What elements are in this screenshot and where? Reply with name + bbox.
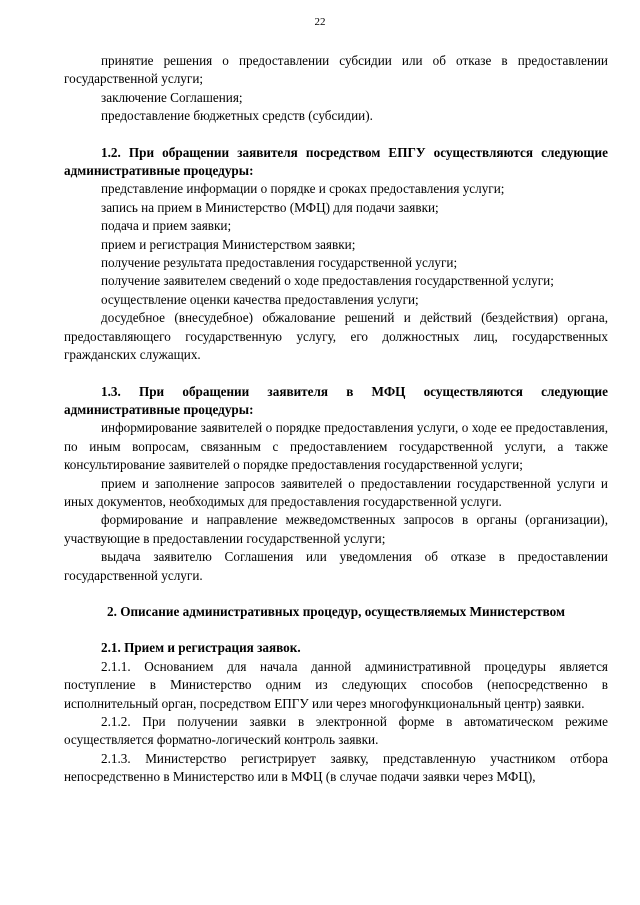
list-item: подача и прием заявки; [101, 218, 232, 234]
intro-paragraph: принятие решения о предоставлении субсидии или об отказе в предоставлении государственной услуги; [64, 53, 608, 87]
subsection-heading-2-1: 2.1. Прием и регистрация заявок. [101, 640, 301, 656]
clause-paragraph: 2.1.3. Министерство регистрирует заявку, представленную участником отбора непосредственно в Министерство или в МФЦ (в случае подачи заявки через МФЦ), [64, 750, 608, 785]
list-item: получение заявителем сведений о ходе предоставления государственной услуги; [101, 273, 554, 289]
page-number: 22 [314, 16, 326, 28]
section-heading-1-3: 1.3. При обращении заявителя в МФЦ осуществляются следующие административные процедуры: [64, 383, 608, 417]
list-item: запись на прием в Министерство (МФЦ) для подачи заявки; [101, 199, 439, 215]
list-item: информирование заявителей о порядке предоставления услуги, о ходе ее предоставления, по иным вопросам, связанным с предоставлением государственной услуги, а также консультирование заявителей о порядке предоставления государственной услуги; [64, 420, 608, 473]
list-item: прием и заполнение запросов заявителей о предоставлении государственной услуги и иных документов, необходимых для предоставления государственной услуги. [64, 475, 608, 509]
section-heading-1-2: 1.2. При обращении заявителя посредством ЕПГУ осуществляются следующие административные процедуры: [64, 144, 608, 179]
section-title-2: 2. Описание административных процедур, осуществляемых Министерством [107, 603, 565, 619]
list-item: формирование и направление межведомственных запросов в органы (организации), участвующие в предоставлении государственной услуги; [64, 512, 608, 546]
list-item: прием и регистрация Министерством заявки; [101, 236, 356, 252]
intro-paragraph: предоставление бюджетных средств (субсидии). [101, 108, 373, 124]
document-body [64, 52, 608, 787]
list-item: осуществление оценки качества предоставления услуги; [101, 291, 419, 307]
list-item: представление информации о порядке и сроках предоставления услуги; [101, 181, 505, 197]
clause-paragraph: 2.1.2. При получении заявки в электронной форме в автоматическом режиме осуществляется форматно-логический контроль заявки. [64, 714, 608, 748]
intro-paragraph: заключение Соглашения; [101, 89, 243, 105]
list-item: получение результата предоставления государственной услуги; [101, 255, 458, 271]
list-item: досудебное (внесудебное) обжалование решений и действий (бездействия) органа, предоставляющего государственную услугу, его должностных лиц, государственных гражданских служащих. [64, 310, 608, 363]
list-item: выдача заявителю Соглашения или уведомления об отказе в предоставлении государственной услуги. [64, 549, 608, 583]
clause-paragraph: 2.1.1. Основанием для начала данной административной процедуры является поступление в Министерство одним из следующих способов (непосредственно в исполнительный орган, посредством ЕПГУ или через многофункциональный центр) заявки. [64, 658, 608, 711]
